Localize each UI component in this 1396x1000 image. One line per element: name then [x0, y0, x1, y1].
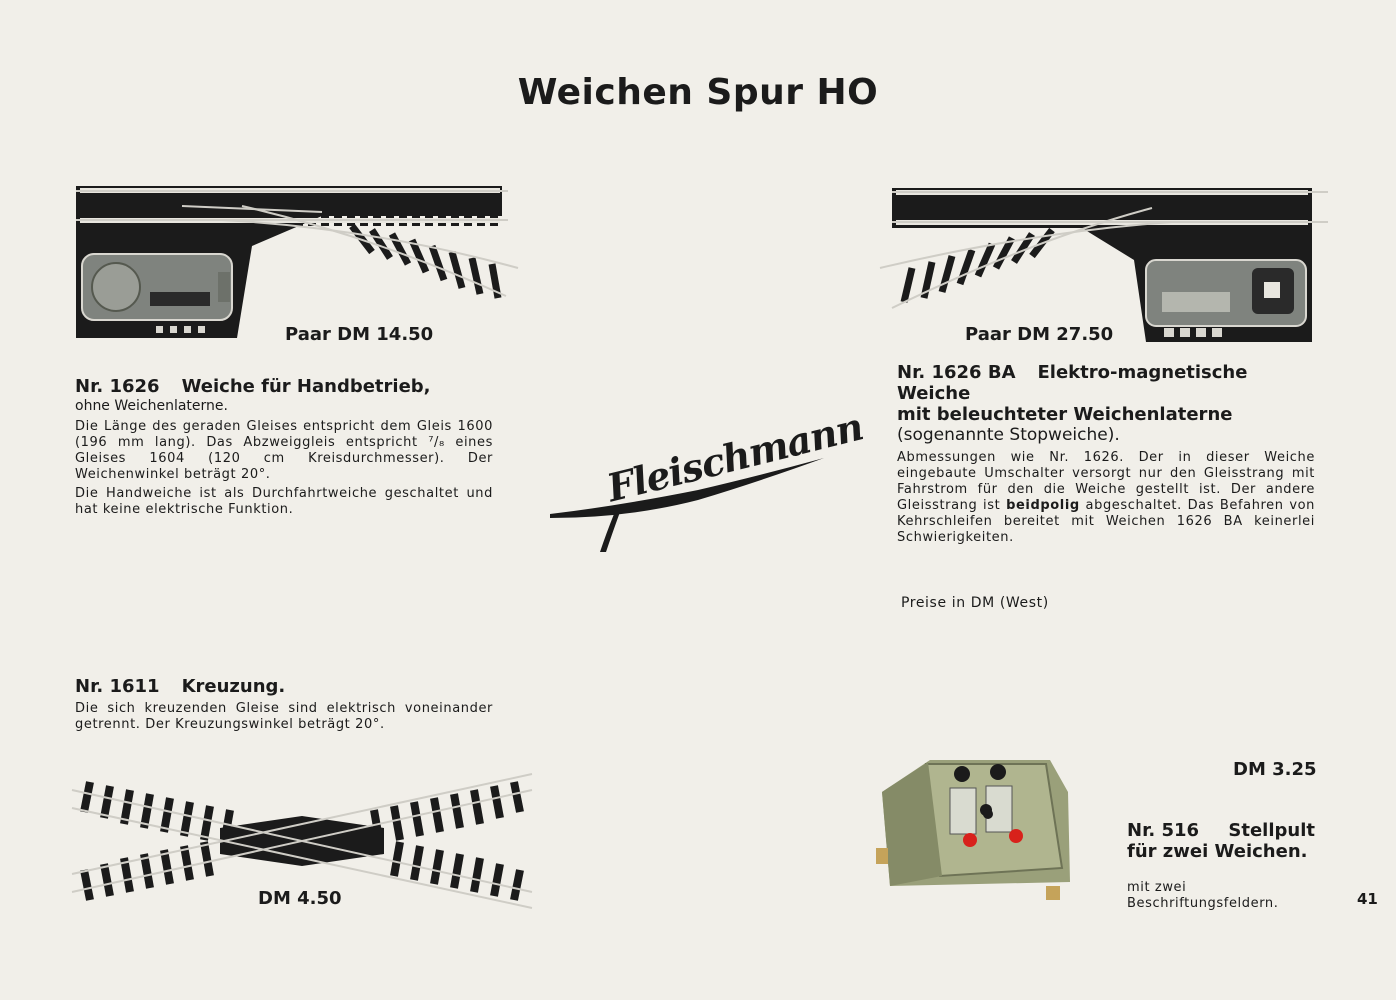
description-1611: [75, 676, 493, 733]
page-number: 41: [1357, 890, 1378, 908]
item-name-1626: Weiche für Handbetrieb,: [181, 376, 431, 397]
item-number-516: Nr. 516: [1127, 820, 1200, 841]
text-1626ba-part2: abgeschaltet. Das Befahren von Kehrschleifen bereitet mit Weichen 1626 BA keinerlei Schwierigkeiten.: [897, 498, 1316, 545]
description-1626ba: [897, 362, 1315, 546]
text-1626ba-bold: beidpolig: [1006, 498, 1080, 513]
item-number-1626ba: Nr. 1626 BA: [897, 362, 1016, 383]
prices-note: Preise in DM (West): [901, 595, 1049, 611]
item-number-1626: Nr. 1626: [75, 376, 160, 397]
heading-1626: [75, 376, 493, 397]
control-box-516-image: [870, 752, 1084, 912]
paragraph-1626-2: Die Handweiche ist als Durchfahrtweiche geschaltet und hat keine elektrische Funktion.: [75, 486, 493, 517]
item-name-1626ba-line2: mit beleuchteter Weichenlaterne: [897, 404, 1233, 425]
item-number-1611: Nr. 1611: [75, 676, 160, 697]
item-name-1626ba-line1: Elektro-magnetische Weiche: [897, 362, 1248, 404]
description-1626: [75, 376, 493, 518]
price-1626: Paar DM 14.50: [285, 324, 434, 345]
price-516: DM 3.25: [1233, 759, 1317, 780]
brand-name: Fleischmann: [602, 403, 867, 511]
turnout-1626-image: [72, 176, 524, 342]
text-1626ba-part1: Abmessungen wie Nr. 1626. Der in dieser Weiche eingebaute Umschalter versorgt nur den Gleisstrang mit Fahrstrom für den die Weiche gestellt ist. Der andere Gleisstrang ist: [897, 450, 1315, 513]
subtitle-1626ba: (sogenannte Stopweiche).: [897, 425, 1120, 445]
item-name-1611: Kreuzung.: [181, 676, 286, 697]
fleischmann-logo: [548, 403, 867, 558]
paragraph-1611: Die sich kreuzenden Gleise sind elektrisch voneinander getrennt. Der Kreuzungswinkel beträgt 20°.: [75, 701, 493, 732]
paragraph-1626-1: Die Länge des geraden Gleises entspricht dem Gleis 1600 (196 mm lang). Das Abzweiggleis entspricht ⁷/₈ eines Gleises 1604 (120 cm Kreisdurchmesser). Der Weichenwinkel beträgt 20°.: [75, 419, 493, 482]
paragraph-1626ba: [897, 450, 1315, 546]
price-1611: DM 4.50: [258, 888, 342, 909]
heading-1626ba: [897, 362, 1315, 404]
price-1626ba: Paar DM 27.50: [965, 324, 1114, 345]
description-516: [1127, 820, 1315, 912]
paragraph-516: mit zwei Beschriftungsfeldern.: [1127, 880, 1279, 911]
heading-516: [1127, 820, 1315, 841]
turnout-1626ba-image: [872, 180, 1332, 346]
page-title: Weichen Spur HO: [517, 72, 879, 113]
item-name-516-line1: Stellpult: [1228, 820, 1315, 841]
subtitle-1626: ohne Weichenlaterne.: [75, 398, 228, 414]
heading-1611: [75, 676, 493, 697]
item-name-516-line2: für zwei Weichen.: [1127, 841, 1308, 862]
